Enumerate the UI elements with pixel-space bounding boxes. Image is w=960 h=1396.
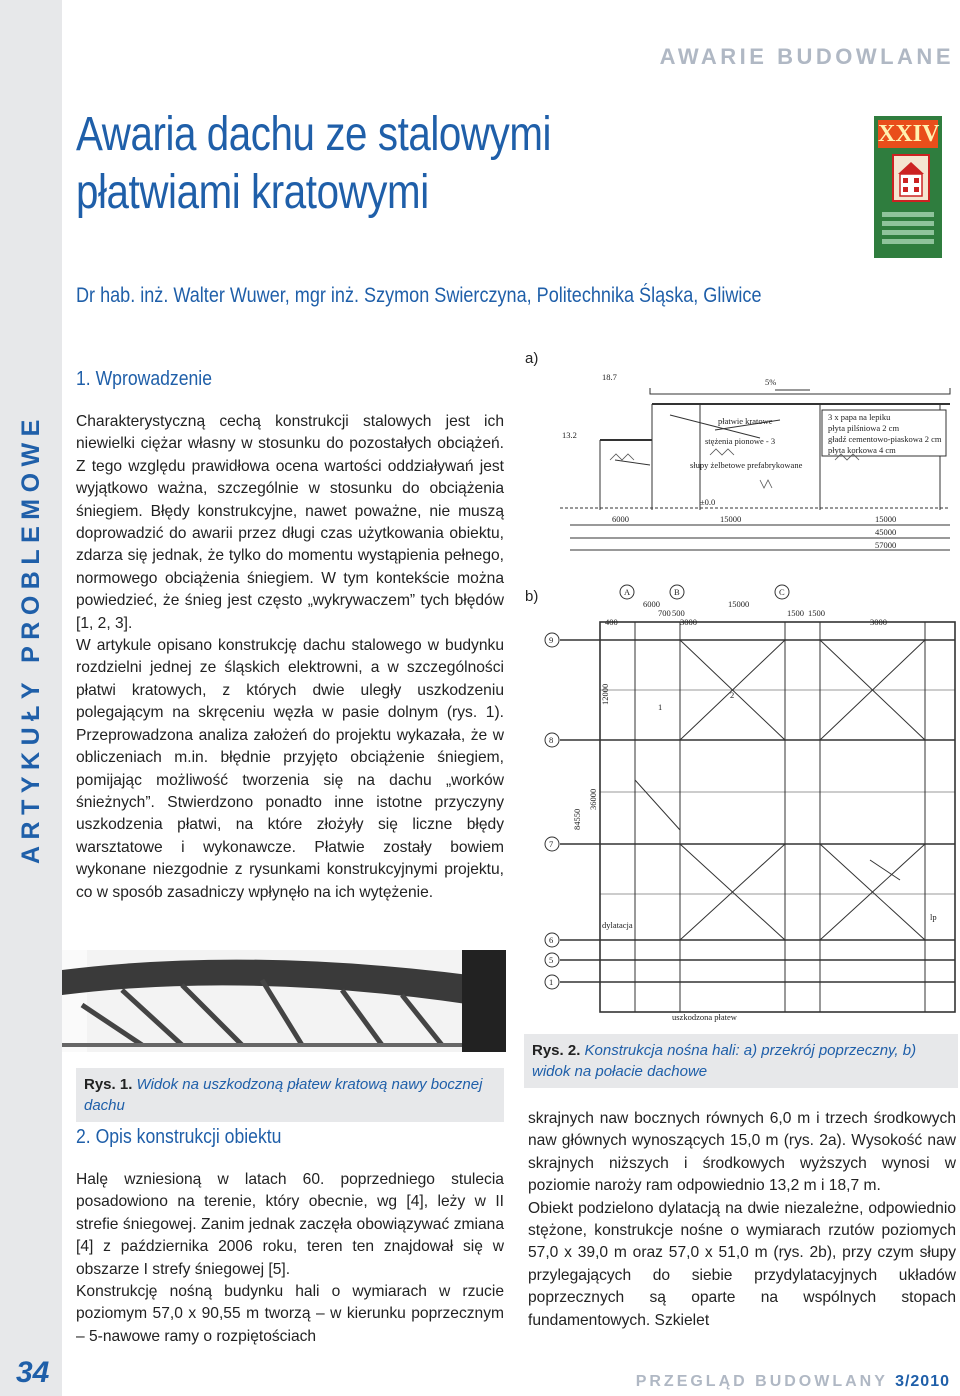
figure-2-panel-a-label: a) bbox=[525, 350, 539, 367]
plan-dim-36000: 36000 bbox=[588, 788, 598, 810]
plan-dim-3000-a: 3000 bbox=[680, 617, 697, 627]
axis-A: A bbox=[624, 587, 631, 597]
plan-marker-1: 1 bbox=[658, 702, 663, 712]
axis-8: 8 bbox=[549, 735, 554, 745]
axis-C: C bbox=[779, 587, 785, 597]
section-2-paragraph-1: Halę wzniesioną w latach 60. poprzedniego stulecia posadowiono na terenie, który obecnie, wg [4], leży w II strefie śniegowej. Zanim jednak zaczęła obowiązywać zmiana [4] z października 2006 roku, teren ten znajdował się w obszarze I strefy śniegowej [5]. bbox=[76, 1171, 504, 1278]
left-column bbox=[76, 368, 504, 904]
section-1-heading: 1. Wprowadzenie bbox=[76, 368, 212, 390]
label-damaged-purlin: uszkodzona płatew bbox=[672, 1012, 737, 1022]
dim-57000: 57000 bbox=[875, 540, 897, 550]
plan-dim-500: 500 bbox=[672, 608, 685, 618]
plan-dim-1500-b: 1500 bbox=[808, 608, 825, 618]
figure-2-caption-text: Konstrukcja nośna hali: a) przekrój poprzeczny, b) widok na połacie dachowe bbox=[532, 1042, 917, 1080]
dim-45000: 45000 bbox=[875, 527, 897, 537]
logo-text-lines bbox=[882, 208, 934, 248]
roof-slope: 5% bbox=[765, 377, 777, 387]
label-trusses: płatwie kratowe bbox=[718, 416, 773, 426]
label-columns: słupy żelbetowe prefabrykowane bbox=[690, 460, 803, 470]
section-tag: AWARIE BUDOWLANE bbox=[659, 44, 954, 69]
label-roof-layer-3: gładź cementowo-piaskowa 2 cm bbox=[828, 434, 942, 444]
figure-2-caption-label: Rys. 2. bbox=[532, 1042, 581, 1059]
right-column bbox=[528, 1108, 956, 1332]
sidebar-section-label: ARTYKUŁY PROBLEMOWE bbox=[17, 413, 45, 865]
axis-6: 6 bbox=[549, 935, 554, 945]
grid-axis-markers bbox=[545, 585, 789, 989]
title-line-2: płatwiami kratowymi bbox=[76, 166, 429, 219]
section-1-paragraph-1: Charakterystyczną cechą konstrukcji stalowych jest ich niewielki ciężar własny w stosunku do pozostałych obciążeń. Z tego względu prawidłowa ocena wartości oddziaływań jest wyjątkowo ważna, szczególnie w stosunku do obciążenia śniegiem. Błędy konstrukcyjne, nawet poważne, nie muszą doprowadzić do awarii przez długi czas użytkowania obiektu, zdarza się jednak, że tylko do momentu wystąpienia pełnego, normowego obciążenia śniegiem. W tym kontekście można powiedzieć, że śnieg jest często „wykrywaczem” tych błędów [1, 2, 3]. bbox=[76, 413, 504, 632]
figure-1-caption bbox=[76, 1068, 504, 1122]
conference-logo bbox=[874, 116, 942, 258]
right-paragraph-1: skrajnych naw bocznych równych 6,0 m i trzech środkowych naw głównych wynoszących 15,0 m (rys. 2a). Wysokość naw skrajnych niższych i środkowych wyższych wynosi w poziomie naroży ram odpowiednio 13,2 m i 18,7 m. bbox=[528, 1110, 956, 1195]
journal-issue: 3/2010 bbox=[895, 1373, 950, 1390]
article-authors: Dr hab. inż. Walter Wuwer, mgr inż. Szymon Swierczyna, Politechnika Śląska, Gliwice bbox=[76, 284, 762, 307]
title-line-1: Awaria dachu ze stalowymi bbox=[76, 108, 552, 161]
right-paragraph-2: Obiekt podzielono dylatacją na dwie niezależne, odpowiednio stężone, konstrukcje nośne o wymiarach rzutów poziomych 57,0 x 39,0 m oraz 57,0 x 51,0 m (rys. 2b), przy czym słupy przylegających do siebie przydylatacyjnych układów poprzecznych są oparte na wspólnych stopach fundamentowych. Szkielet bbox=[528, 1199, 956, 1329]
plan-dim-400: 400 bbox=[605, 617, 618, 627]
label-bracing: stężenia pionowe - 3 bbox=[705, 436, 776, 446]
height-13-2: 13.2 bbox=[562, 430, 577, 440]
label-roof-layer-2: płyta pilśniowa 2 cm bbox=[828, 423, 900, 433]
height-18-7: 18.7 bbox=[602, 372, 617, 382]
figure-1-caption-label: Rys. 1. bbox=[84, 1076, 133, 1093]
roof-plan-drawing bbox=[560, 622, 955, 1012]
label-roof-layer-4: płyta korkowa 4 cm bbox=[828, 445, 896, 455]
figure-2-panel-b-label: b) bbox=[525, 588, 539, 605]
plan-dim-84550: 84550 bbox=[572, 808, 582, 830]
label-lp: lp bbox=[930, 912, 937, 922]
figure-1-caption-text: Widok na uszkodzoną płatew kratową nawy bocznej dachu bbox=[84, 1076, 483, 1114]
axis-7: 7 bbox=[549, 839, 554, 849]
article-title bbox=[76, 106, 681, 222]
section-2-paragraph-2: Konstrukcję nośną budynku hali o wymiarach w rzucie poziomym 57,0 x 90,55 m tworzą – w kierunku poprzecznym – 5-nawowe ramy o rozpiętościach bbox=[76, 1283, 504, 1345]
axis-5: 5 bbox=[549, 955, 554, 965]
figure-1-photo bbox=[62, 950, 506, 1052]
plan-dim-6000: 6000 bbox=[643, 599, 660, 609]
figure-2-drawing bbox=[540, 360, 960, 1025]
plan-dim-3000-b: 3000 bbox=[870, 617, 887, 627]
plan-dim-700: 700 bbox=[658, 608, 671, 618]
plan-dim-1500: 1500 bbox=[787, 608, 804, 618]
ground-level: ±0.0 bbox=[700, 497, 716, 507]
plan-dim-12000: 12000 bbox=[600, 683, 610, 705]
left-column-lower bbox=[76, 1126, 504, 1348]
page-footer bbox=[636, 1373, 950, 1391]
building-icon bbox=[894, 156, 928, 200]
axis-B: B bbox=[674, 587, 680, 597]
axis-1: 1 bbox=[549, 977, 554, 987]
section-1-paragraph-2: W artykule opisano konstrukcję dachu stalowego w budynku rozdzielni jednej ze śląskich elektrowni, a w szczególności płatwi kratowych, z których dwie uległy uszkodzeniu polegającym na skręceniu węzła w pasie dolnym (rys. 1). Przeprowadzona analiza założeń do projektu wykazała, że w obliczeniach m.in. błędnie przyjęto obciążenie śniegiem, pomijając możliwość tworzenia się na dachu „worków śnieżnych”. Stwierdzono ponadto inne istotne przyczyny uszkodzenia płatwi, na które złożyły się liczne błędy warsztatowe i wykonawcze. Płatwie zostały bowiem wykonane niezgodnie z rysunkami konstrukcyjnymi projektu, co w sposób zasadniczy wpłynęło na ich wytężenie. bbox=[76, 637, 504, 901]
figure-2-caption bbox=[524, 1034, 958, 1088]
logo-building-icon bbox=[892, 154, 930, 202]
label-roof-layer-1: 3 x papa na lepiku bbox=[828, 412, 891, 422]
label-expansion-joint: dylatacja bbox=[602, 920, 633, 930]
section-2-heading: 2. Opis konstrukcji obiektu bbox=[76, 1126, 282, 1148]
damaged-truss-photo bbox=[62, 950, 506, 1052]
plan-marker-2: 2 bbox=[730, 690, 735, 700]
logo-roman-numeral: XXIV bbox=[878, 121, 940, 147]
page-number: 34 bbox=[16, 1356, 50, 1389]
dim-15000-right: 15000 bbox=[875, 514, 897, 524]
journal-name: PRZEGLĄD BUDOWLANY bbox=[635, 1373, 888, 1390]
dim-6000: 6000 bbox=[612, 514, 629, 524]
axis-9: 9 bbox=[549, 635, 554, 645]
dim-15000: 15000 bbox=[720, 514, 742, 524]
plan-dim-15000: 15000 bbox=[728, 599, 750, 609]
